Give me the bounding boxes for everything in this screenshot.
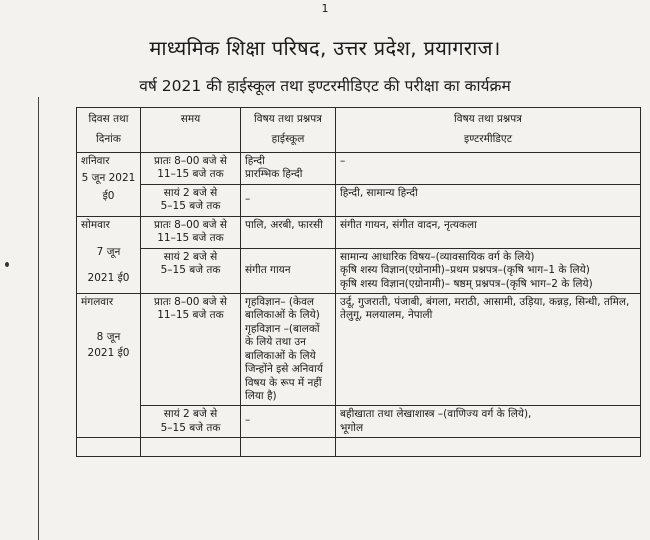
day-name: सोमवार [81,218,110,231]
time-cell [141,184,241,216]
highschool-subject: संगीत गायन [245,264,291,277]
highschool-cell [241,216,336,248]
intermediate-subject: कृषि शस्य विज्ञान(एग्रोनामी)– षष्ठम् प्रश्नपत्र–(कृषि भाग–2 के लिये) [340,277,593,290]
intermediate-cell [336,153,641,185]
highschool-cell [241,293,336,406]
table-row [77,153,641,185]
day-year: 2021 ई0 [87,346,130,359]
highschool-subject: प्रारम्भिक हिन्दी [245,168,303,181]
continued-cell [77,438,141,457]
header-highschool-line1: विषय तथा प्रश्नपत्र [254,113,322,125]
intermediate-subject: हिन्दी, सामान्य हिन्दी [340,186,418,199]
time-end: 5–15 बजे तक [160,200,221,213]
highschool-subject: गृहविज्ञान– (केवल बालिकाओं के लिये) [245,295,320,322]
table-row [77,248,641,293]
time-end: 11–15 बजे तक [157,309,224,322]
header-intermediate [336,108,641,153]
highschool-subject: गृहविज्ञान –(बालकों के लिये तथा उन बालिकाओं के लिये जिन्होंने इसे अनिवार्य विषय के रूप में नहीं लिया है) [245,322,323,402]
header-time-label: समय [180,113,201,125]
highschool-cell [241,153,336,185]
day-name: मंगलवार [81,295,114,308]
header-highschool [241,108,336,153]
intermediate-subject: भूगोल [340,421,364,434]
intermediate-cell [336,293,641,406]
day-year: 2021 ई0 [87,271,130,284]
time-start: सायं 2 बजे से [163,186,218,199]
day-date: 8 जून [96,331,121,344]
table-row [77,293,641,406]
header-row [77,108,641,153]
highschool-cell [241,406,336,438]
time-start: प्रातः 8–00 बजे से [154,295,227,308]
intermediate-subject: सामान्य आधारिक विषय–(व्यावसायिक वर्ग के लिये) [340,250,535,263]
exam-schedule-table [76,107,641,457]
day-cell [77,293,141,437]
time-end: 11–15 बजे तक [157,168,224,181]
time-cell [141,153,241,185]
intermediate-subject: – [340,155,346,167]
highschool-cell [241,248,336,293]
intermediate-cell [336,184,641,216]
day-cell [77,216,141,293]
header-time [141,108,241,153]
highschool-cell [241,184,336,216]
header-day [77,108,141,153]
header-day-line1: दिवस तथा [88,113,129,125]
highschool-subject: हिन्दी [245,155,265,167]
header-highschool-line2: हाईस्कूल [271,132,305,145]
header-day-line2: दिनांक [96,132,121,145]
document-subtitle: वर्ष 2021 की हाईस्कूल तथा इण्टरमीडिएट की परीक्षा का कार्यक्रम [139,77,511,95]
time-cell [141,248,241,293]
day-cell [77,153,141,217]
intermediate-subject: संगीत गायन, संगीत वादन, नृत्यकला [340,218,477,231]
page-number: 1 [321,2,329,15]
highschool-subject: – [245,192,251,205]
highschool-subject: – [245,414,251,427]
table-row [77,406,641,438]
scan-speck [5,262,9,267]
day-year: ई0 [102,189,115,202]
time-cell [141,293,241,406]
intermediate-subject: बहीखाता तथा लेखाशास्त्र –(वाणिज्य वर्ग के लिये), [340,408,532,421]
header-intermediate-line2: इण्टरमीडिएट [463,132,513,145]
time-end: 5–15 बजे तक [160,421,221,434]
time-start: सायं 2 बजे से [163,250,218,263]
intermediate-cell [336,248,641,293]
continued-cell [336,438,641,457]
document-title: माध्यमिक शिक्षा परिषद, उत्तर प्रदेश, प्रयागराज। [149,36,501,60]
table-row [77,184,641,216]
continued-cell [141,438,241,457]
time-start: सायं 2 बजे से [163,408,218,421]
time-cell [141,406,241,438]
intermediate-subject: उर्दू, गुजराती, पंजाबी, बंगला, मराठी, आसामी, उड़िया, कन्नड़, सिन्धी, तमिल, तेलुगू, मलयालम, नेपाली [340,295,630,322]
time-start: प्रातः 8–00 बजे से [154,218,227,231]
time-start: प्रातः 8–00 बजे से [154,155,227,167]
time-end: 5–15 बजे तक [160,264,221,277]
day-date: 7 जून [96,246,121,259]
intermediate-subject: कृषि शस्य विज्ञान(एग्रोनामी)–प्रथम प्रश्नपत्र–(कृषि भाग–1 के लिये) [340,264,590,277]
header-intermediate-line1: विषय तथा प्रश्नपत्र [454,113,522,125]
continued-cell [241,438,336,457]
scan-edge-line [38,97,39,540]
time-end: 11–15 बजे तक [157,232,224,245]
intermediate-cell [336,216,641,248]
day-name: शनिवार [81,155,110,167]
table-row-continued [77,438,641,457]
highschool-subject: पालि, अरबी, फारसी [245,218,323,231]
time-cell [141,216,241,248]
day-date: 5 जून 2021 [81,172,136,185]
table-row [77,216,641,248]
intermediate-cell [336,406,641,438]
